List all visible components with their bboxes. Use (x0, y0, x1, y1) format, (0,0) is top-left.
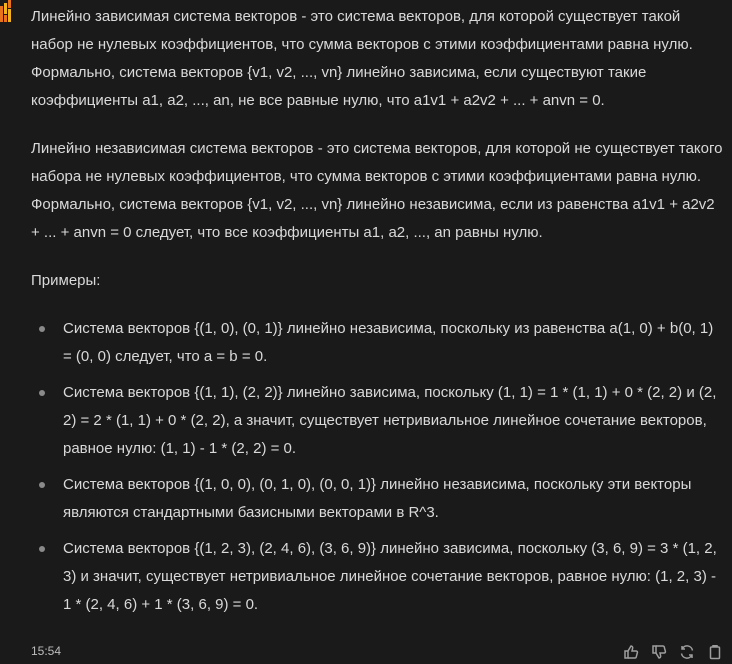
message-paragraph: Линейно зависимая система векторов - это система векторов, для которой существует такой набор не нулевых коэффициентов, что сумма векторов с этими коэффициентами равна нулю. Формально, система векторов {v1, v2, ..., vn} линейно зависима, если существуют такие коэффициенты a1, a2, ..., an, не все равные нулю, что a1v1 + a2v2 + ... + anvn = 0. (31, 8, 693, 109)
message-actions (622, 643, 724, 661)
message-footer (31, 640, 732, 664)
bullet-icon (39, 546, 45, 552)
bot-avatar-icon (0, 0, 12, 22)
message-paragraph: Линейно независимая система векторов - это система векторов, для которой не существует такого набора не нулевых коэффициентов, что сумма векторов с этими коэффициентами равна нулю. Формально, система векторов {v1, v2, ..., vn} линейно независима, если из равенства a1v1 + a2v2 + ... + anvn = 0 следует, что все коэффициенты a1, a2, ..., an равны нулю. (31, 140, 723, 241)
bullet-icon (39, 326, 45, 332)
bullet-icon (39, 390, 45, 396)
examples-heading: Примеры: (31, 272, 101, 289)
copy-icon[interactable] (706, 643, 724, 661)
thumbs-down-icon[interactable] (650, 643, 668, 661)
list-item (31, 471, 724, 527)
regenerate-icon[interactable] (678, 643, 696, 661)
bullet-icon (39, 482, 45, 488)
list-item-text: Система векторов {(1, 1), (2, 2)} линейно зависима, поскольку (1, 1) = 1 * (1, 1) + 0 * (2, 2) и (2, 2) = 2 * (1, 1) + 0 * (2, 2), а значит, существует нетривиальное линейное сочетание векторов, равное нулю: (1, 1) - 1 * (2, 2) = 0. (63, 384, 717, 457)
list-item (31, 535, 724, 619)
list-item-text: Система векторов {(1, 0, 0), (0, 1, 0), (0, 0, 1)} линейно независима, поскольку эти векторы являются стандартными базисными векторами в R^3. (63, 476, 692, 521)
thumbs-up-icon[interactable] (622, 643, 640, 661)
list-item-text: Система векторов {(1, 2, 3), (2, 4, 6), (3, 6, 9)} линейно зависима, поскольку (3, 6, 9) = 3 * (1, 2, 3) и значит, существует нетривиальное линейное сочетание векторов, равное нулю: (1, 2, 3) - 1 * (2, 4, 6) + 1 * (3, 6, 9) = 0. (63, 540, 717, 613)
examples-list (31, 315, 724, 619)
list-item (31, 379, 724, 463)
list-item-text: Система векторов {(1, 0), (0, 1)} линейно независима, поскольку из равенства a(1, 0) + b(0, 1) = (0, 0) следует, что a = b = 0. (63, 320, 714, 365)
message-timestamp: 15:54 (31, 644, 62, 658)
list-item (31, 315, 724, 371)
assistant-message (31, 3, 724, 619)
